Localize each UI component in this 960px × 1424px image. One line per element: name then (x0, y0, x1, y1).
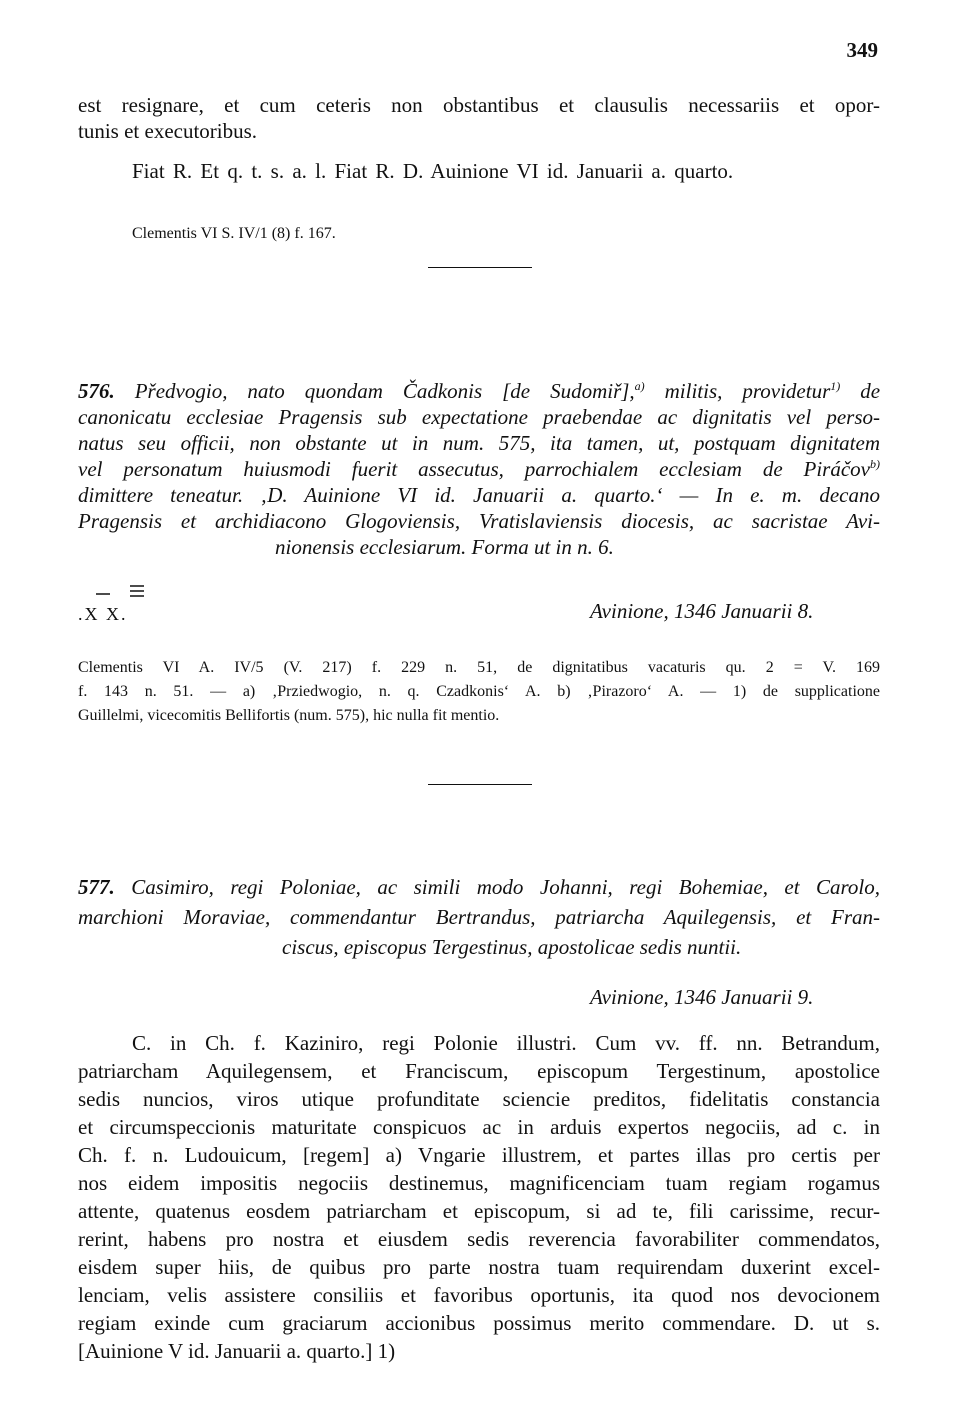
letter-body-line: eisdem super hiis, de quibus pro parte nostra tuam requirendam duxerint excel- (78, 1255, 880, 1279)
entry-577-heading-line: marchioni Moraviae, commendantur Bertrandus, patriarcha Aquilegensis, et Fran- (78, 905, 880, 929)
letter-body-line: C. in Ch. f. Kaziniro, regi Polonie illustri. Cum vv. ff. nn. Betrandum, (132, 1031, 880, 1055)
preceding-text-line: tunis et executoribus. (78, 119, 258, 143)
source-reference: Clementis VI S. IV/1 (8) f. 167. (132, 225, 336, 242)
letter-body-line: attente, quatenus eosdem patriarcham et episcopum, si ad te, fili carissime, recur- (78, 1199, 880, 1223)
fiat-line: Fiat R. Et q. t. s. a. l. Fiat R. D. Auinione VI id. Januarii a. quarto. (132, 159, 734, 183)
separator-rule (428, 784, 532, 785)
x-marks-text: .X X. (78, 604, 128, 624)
entry-number: 576. (78, 379, 115, 403)
source-note-line: f. 143 n. 51. — a) ‚Prziedwogio, n. q. Czadkonis‘ A. b) ‚Pirazoro‘ A. — 1) de supplicatione (78, 683, 880, 700)
entry-576-line: Pragensis et archidiacono Glogoviensis, Vratislaviensis diocesis, ac sacristae Avi- (78, 509, 880, 533)
preceding-text-line: est resignare, et cum ceteris non obstantibus et clausulis necessariis et opor- (78, 93, 880, 117)
page-number: 349 (846, 38, 878, 62)
entry-576-line: natus seu officii, non obstante ut in num. 575, ita tamen, ut, postquam dignitatem (78, 431, 880, 455)
entry-576-line: nionensis ecclesiarum. Forma ut in n. 6. (275, 535, 614, 559)
letter-body-line: patriarcham Aquilegensem, et Franciscum, episcopum Tergestinum, apostolice (78, 1059, 880, 1083)
place-date: Avinione, 1346 Januarii 8. (590, 599, 814, 623)
entry-577-heading-line: 577. Casimiro, regi Poloniae, ac simili modo Johanni, regi Bohemiae, et Carolo, (78, 875, 881, 899)
letter-body-line: regiam exinde cum graciarum accionibus possimus merito commendare. D. ut s. (78, 1311, 880, 1335)
entry-576-line: canonicatu ecclesiae Pragensis sub expectatione praebendae ac dignitatis vel perso- (78, 405, 880, 429)
place-date: Avinione, 1346 Januarii 9. (590, 985, 814, 1009)
entry-576-line: vel personatum huiusmodi fuerit assecutus, parrochialem ecclesiam de Piráčov$^{b)}$ (78, 457, 880, 481)
entry-576-line: dimittere teneatur. ‚D. Auinione VI id. Januarii a. quarto.‘ — In e. m. decano (78, 483, 880, 507)
marginal-x-marks (78, 582, 188, 630)
letter-body-line: et circumspeccionis maturitate conspicuos ac in arduis expertos negociis, ad c. in (78, 1115, 880, 1139)
entry-number: 577. (78, 875, 115, 899)
letter-body-line: Ch. f. n. Ludouicum, [regem] a) Vngarie illustrem, et partes illas pro certis per (78, 1143, 880, 1167)
letter-body-line: rerint, habens pro nostra et eiusdem sedis reverencia favorabiliter commendatos, (78, 1227, 880, 1251)
source-note-line: Clementis VI A. IV/5 (V. 217) f. 229 n. 51, de dignitatibus vacaturis qu. 2 = V. 169 (78, 659, 880, 676)
entry-576-line-1: 576. Předvogio, nato quondam Čadkonis [de Sudomiř],$^{a)}$ militis, providetur$^{1)}$ de (78, 379, 881, 403)
letter-body-line: lenciam, velis assistere consiliis et favoribus oportunis, ita quod nos devocionem (78, 1283, 880, 1307)
separator-rule (428, 267, 532, 268)
entry-577-heading-line: ciscus, episcopus Tergestinus, apostolicae sedis nuntii. (282, 935, 742, 959)
letter-body-line: nos eidem impositis negociis destinemus, magnificenciam tuam regiam rogamus (78, 1171, 880, 1195)
letter-body-line: sedis nuncios, viros utique profunditate sciencie preditos, fidelitatis constancia (78, 1087, 880, 1111)
letter-date-line: [Auinione V id. Januarii a. quarto.] 1) (78, 1339, 396, 1363)
source-note-line: Guillelmi, vicecomitis Bellifortis (num. 575), hic nulla fit mentio. (78, 707, 500, 724)
